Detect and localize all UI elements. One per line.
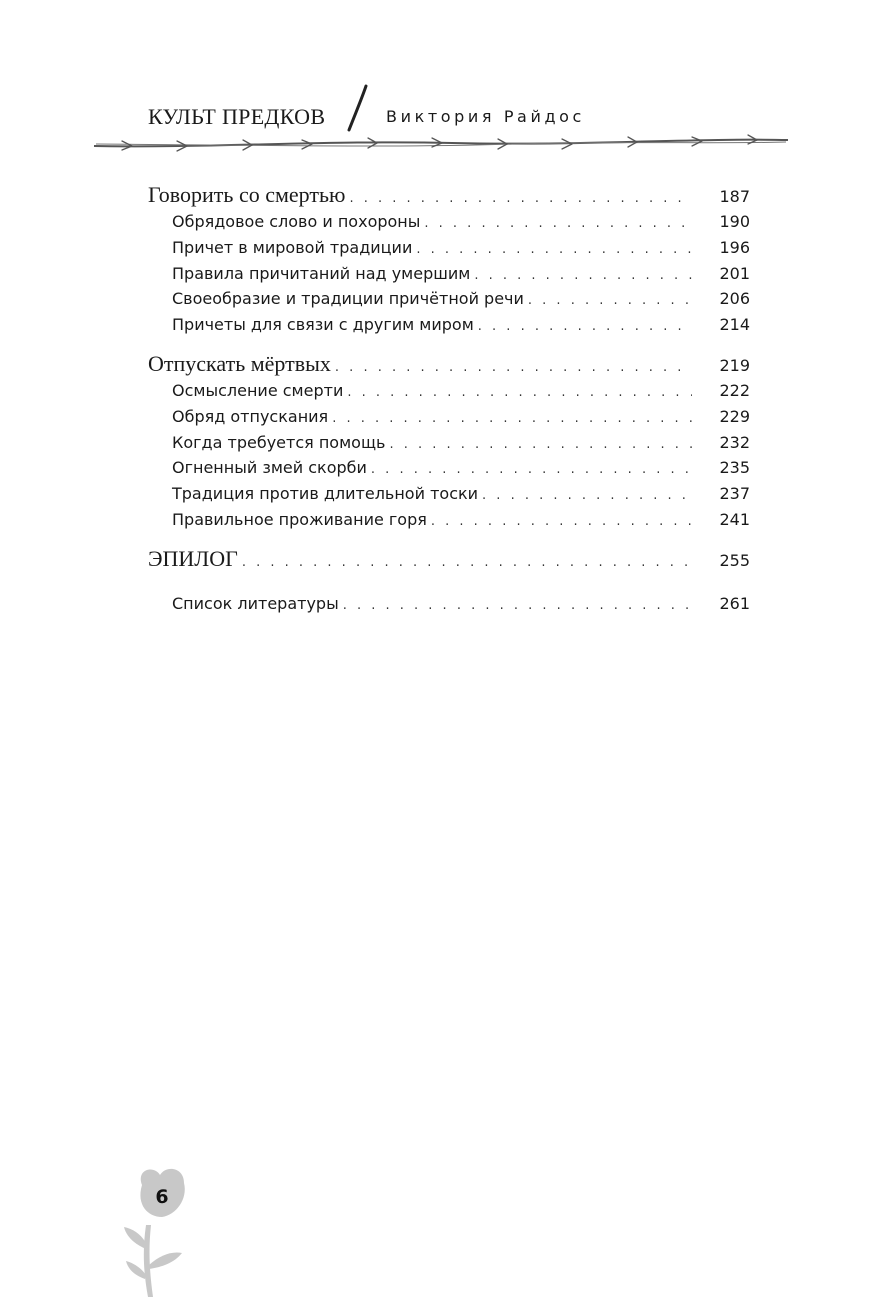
slash-ornament bbox=[346, 84, 370, 136]
toc-item[interactable] bbox=[148, 407, 750, 433]
dot-leader bbox=[431, 514, 692, 529]
toc-section-title: Говорить со смертью bbox=[148, 182, 346, 207]
toc-page-number: 232 bbox=[719, 432, 750, 452]
toc-page-number: 201 bbox=[719, 263, 750, 283]
toc-item[interactable] bbox=[148, 458, 750, 484]
toc-section-entry[interactable] bbox=[148, 546, 750, 576]
dot-leader bbox=[242, 555, 692, 570]
toc-item-title: Причеты для связи с другим миром bbox=[172, 315, 474, 335]
toc-page-number: 187 bbox=[719, 187, 750, 206]
toc-item[interactable] bbox=[148, 212, 750, 238]
dot-leader bbox=[478, 319, 692, 334]
toc-item[interactable] bbox=[148, 381, 750, 407]
table-of-contents bbox=[148, 182, 750, 620]
toc-page-number: 219 bbox=[719, 355, 750, 375]
dot-leader bbox=[389, 437, 692, 452]
toc-page-number: 222 bbox=[719, 380, 750, 400]
toc-item[interactable] bbox=[148, 289, 750, 315]
toc-page-number: 206 bbox=[719, 289, 750, 309]
dot-leader bbox=[343, 598, 692, 613]
toc-item[interactable] bbox=[148, 264, 750, 290]
toc-section-title: Отпускать мёртвых bbox=[148, 350, 331, 376]
toc-page-number: 237 bbox=[719, 484, 750, 504]
toc-item-title: Правила причитаний над умершим bbox=[172, 263, 471, 283]
dot-leader bbox=[474, 268, 692, 283]
dot-leader bbox=[335, 360, 692, 375]
dot-leader bbox=[528, 293, 692, 308]
dot-leader bbox=[371, 462, 692, 477]
toc-item[interactable] bbox=[148, 433, 750, 459]
toc-item-title: Своеобразие и традиции причётной речи bbox=[172, 289, 524, 309]
toc-page-number: 214 bbox=[719, 315, 750, 335]
book-title: КУЛЬТ ПРЕДКОВ bbox=[148, 104, 326, 129]
toc-item[interactable] bbox=[148, 484, 750, 510]
toc-item-title: Осмысление смерти bbox=[172, 380, 344, 400]
toc-page-number: 255 bbox=[719, 550, 750, 570]
dot-leader bbox=[482, 488, 692, 503]
dot-leader bbox=[347, 385, 692, 400]
toc-page-number: 261 bbox=[719, 593, 750, 613]
toc-section-title: ЭПИЛОГ bbox=[148, 545, 238, 571]
toc-item-title: Список литературы bbox=[172, 593, 339, 613]
section-spacer bbox=[148, 576, 750, 594]
toc-item-title: Обряд отпускания bbox=[172, 406, 329, 426]
toc-page-number: 190 bbox=[719, 212, 750, 231]
section-spacer bbox=[148, 341, 750, 351]
dot-leader bbox=[416, 242, 692, 257]
toc-page-number: 235 bbox=[719, 458, 750, 478]
toc-item[interactable] bbox=[148, 315, 750, 341]
toc-page-number: 196 bbox=[719, 237, 750, 257]
dot-leader bbox=[424, 216, 692, 231]
toc-item-title: Когда требуется помощь bbox=[172, 432, 386, 452]
section-spacer bbox=[148, 536, 750, 546]
toc-item-title: Огненный змей скорби bbox=[172, 458, 367, 478]
branch-divider-ornament bbox=[92, 132, 792, 156]
toc-page-number: 241 bbox=[719, 509, 750, 529]
dot-leader bbox=[349, 191, 692, 206]
dot-leader bbox=[332, 411, 692, 426]
toc-item-title: Традиция против длительной тоски bbox=[172, 484, 479, 504]
toc-section-entry[interactable] bbox=[148, 182, 750, 212]
toc-page-number: 229 bbox=[719, 406, 750, 426]
page-number: 6 bbox=[155, 1186, 169, 1208]
toc-item-bibliography[interactable] bbox=[148, 594, 750, 620]
toc-item-title: Причет в мировой традиции bbox=[172, 237, 413, 257]
toc-item[interactable] bbox=[148, 238, 750, 264]
toc-item[interactable] bbox=[148, 510, 750, 536]
toc-item-title: Правильное проживание горя bbox=[172, 509, 427, 529]
toc-item-title: Обрядовое слово и похороны bbox=[172, 212, 421, 231]
toc-section-entry[interactable] bbox=[148, 351, 750, 381]
author-name: Виктория Райдос bbox=[386, 107, 585, 126]
